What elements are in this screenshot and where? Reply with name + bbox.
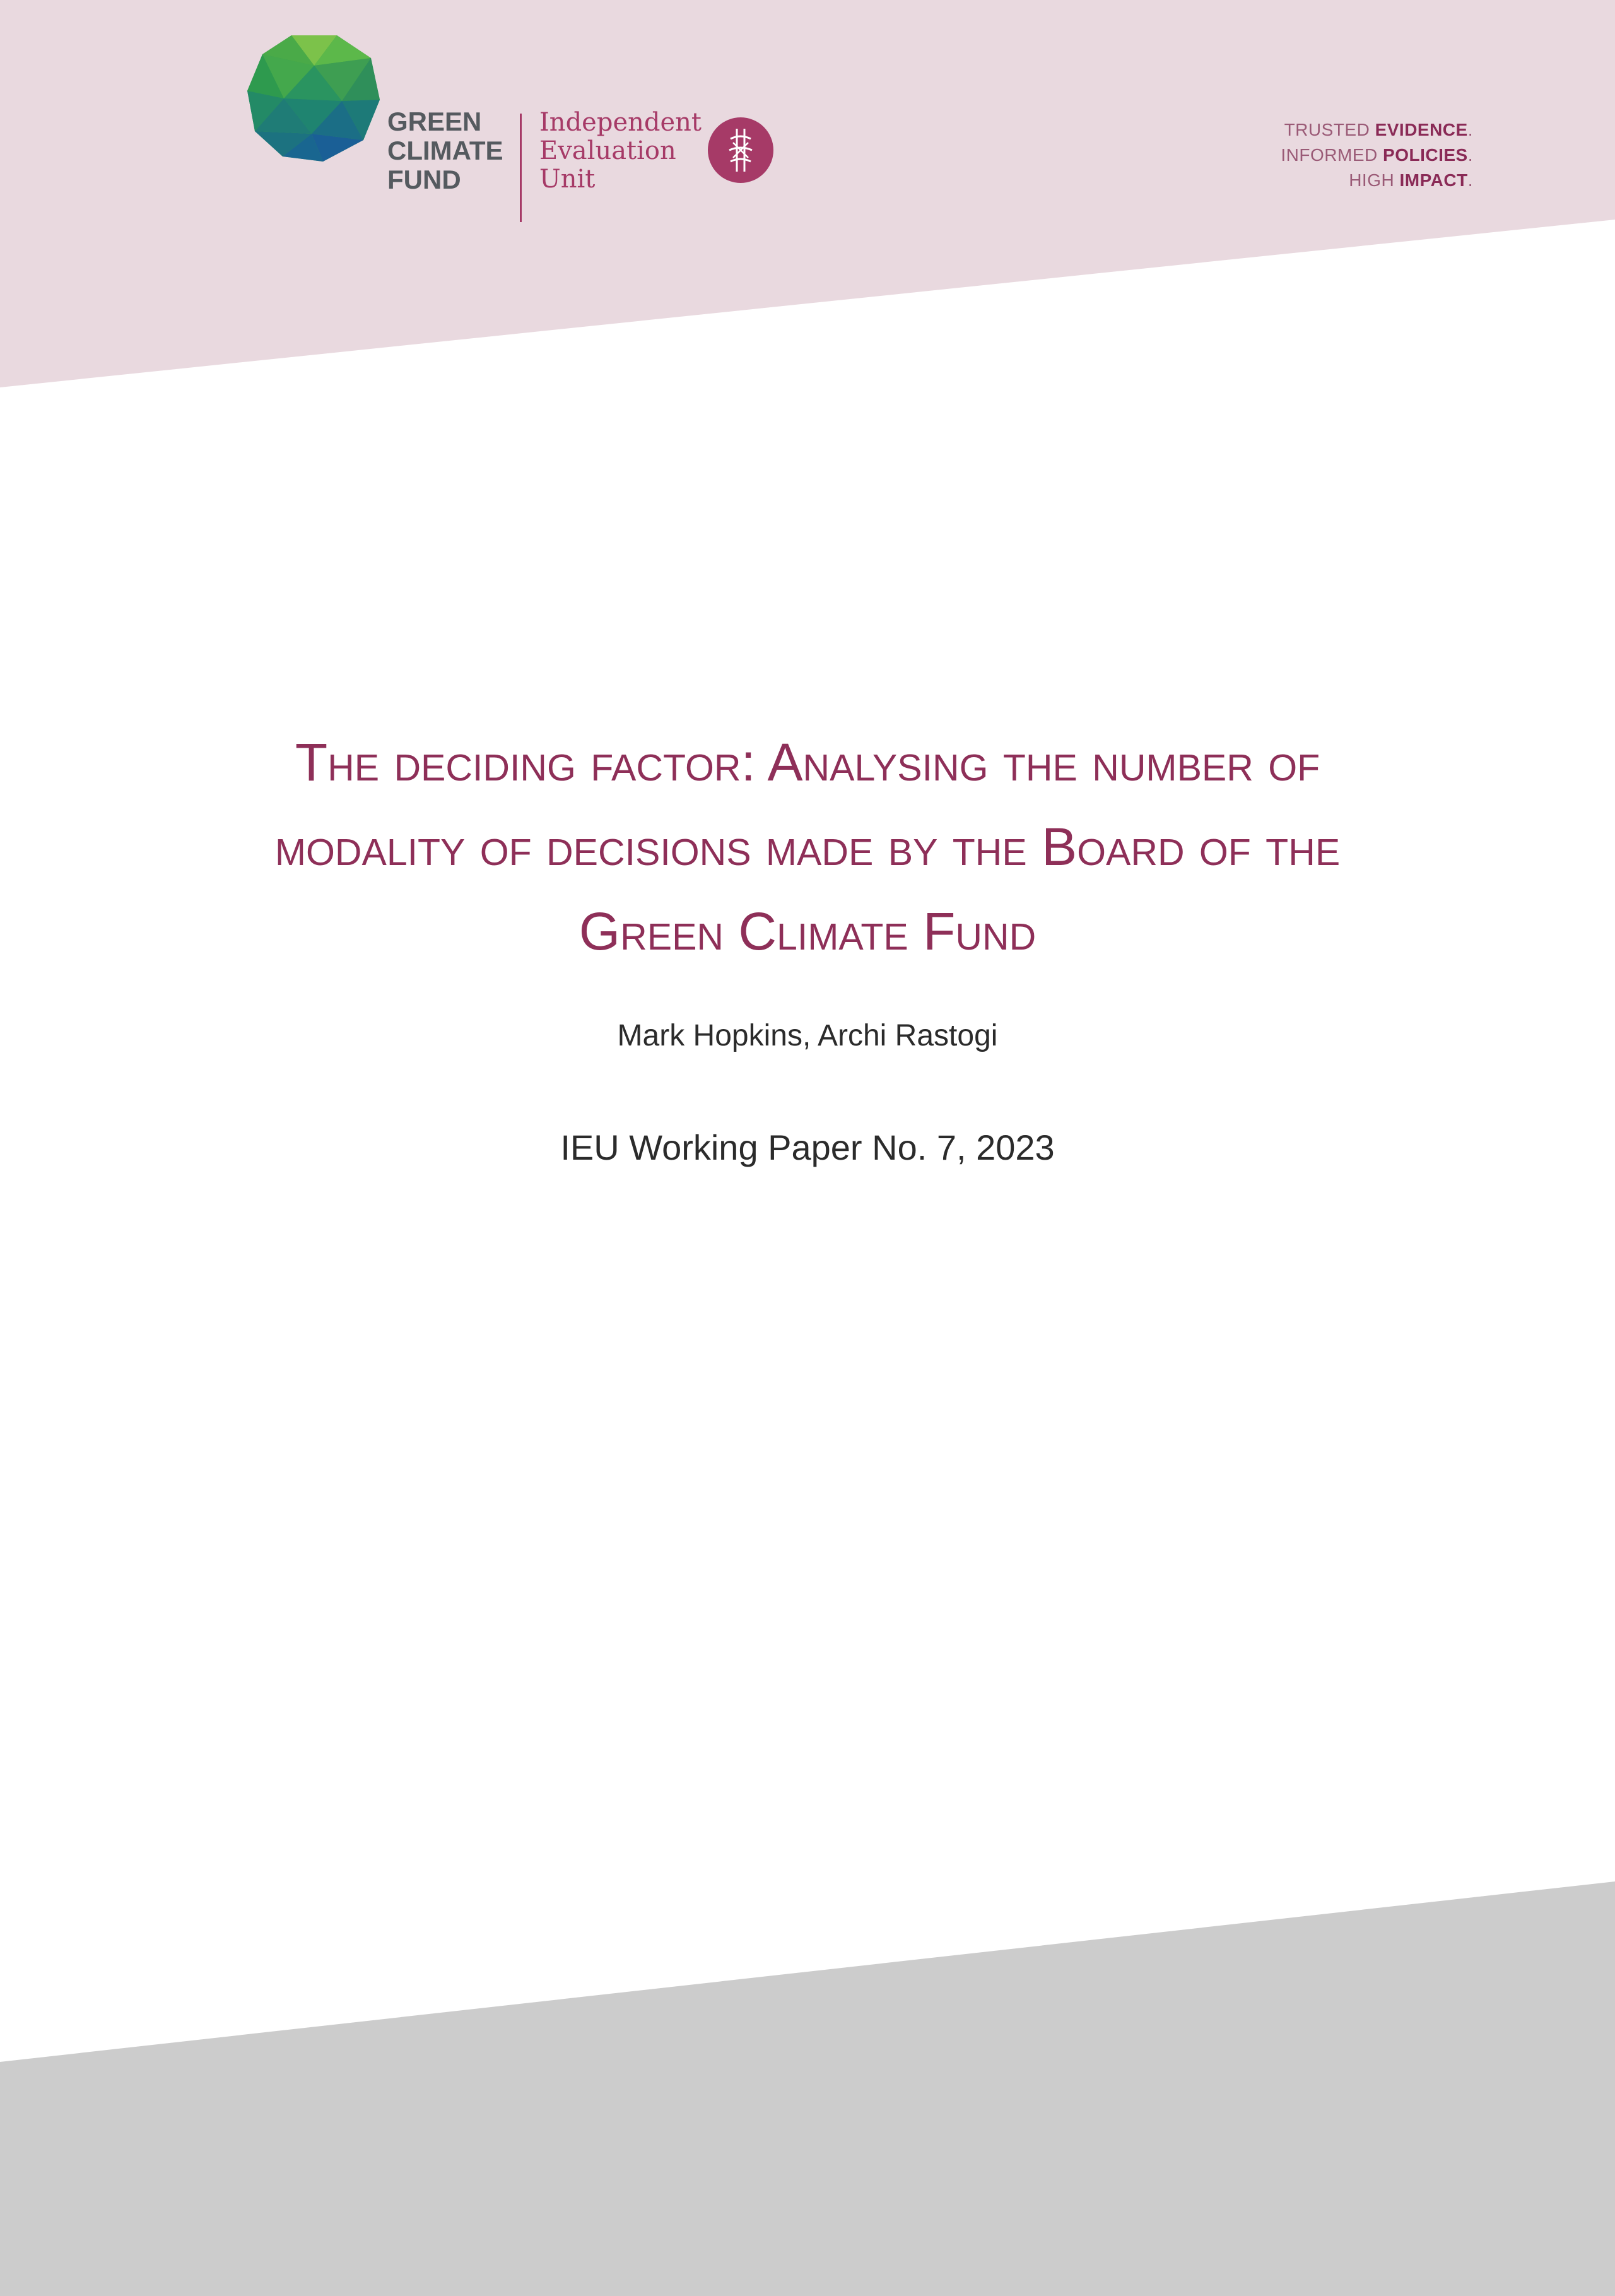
gcf-word-1: GREEN	[387, 107, 482, 136]
ieu-word-2: Evaluation	[539, 136, 676, 165]
tagline-2-bold: POLICIES	[1383, 145, 1468, 165]
ieu-seal-icon	[708, 117, 773, 183]
tagline-line-1	[1281, 117, 1473, 143]
gcf-word-2: CLIMATE	[387, 136, 503, 165]
ieu-wordmark	[539, 109, 702, 194]
working-paper-series: IEU Working Paper No. 7, 2023	[560, 1127, 1055, 1167]
footer-band	[0, 1881, 1615, 2296]
title-line-1: The deciding factor: Analysing the number of	[295, 733, 1320, 792]
ieu-word-3: Unit	[539, 165, 596, 194]
tagline-3-bold: IMPACT	[1399, 170, 1468, 190]
tagline-2-suffix: .	[1467, 145, 1473, 165]
tagline-1-prefix: TRUSTED	[1284, 120, 1375, 139]
logo-divider	[520, 114, 522, 222]
tagline-line-3	[1281, 168, 1473, 193]
title-line-3: Green Climate Fund	[578, 902, 1037, 962]
tagline-3-prefix: HIGH	[1349, 170, 1400, 190]
tagline-1-bold: EVIDENCE	[1375, 120, 1468, 139]
tagline	[1281, 117, 1473, 193]
tagline-line-2	[1281, 143, 1473, 168]
tagline-1-suffix: .	[1467, 120, 1473, 139]
gcf-wordmark	[387, 107, 503, 194]
geodesic-globe-icon	[247, 33, 381, 163]
gcf-word-3: FUND	[387, 165, 461, 194]
tagline-2-prefix: INFORMED	[1281, 145, 1383, 165]
organization-logo	[247, 33, 784, 197]
ieu-word-1: Independent	[539, 108, 702, 137]
title-line-2: modality of decisions made by the Board of the	[274, 817, 1341, 877]
header-band	[0, 0, 1615, 387]
authors: Mark Hopkins, Archi Rastogi	[617, 1019, 998, 1052]
tagline-3-suffix: .	[1467, 170, 1473, 190]
document-title	[189, 720, 1426, 974]
